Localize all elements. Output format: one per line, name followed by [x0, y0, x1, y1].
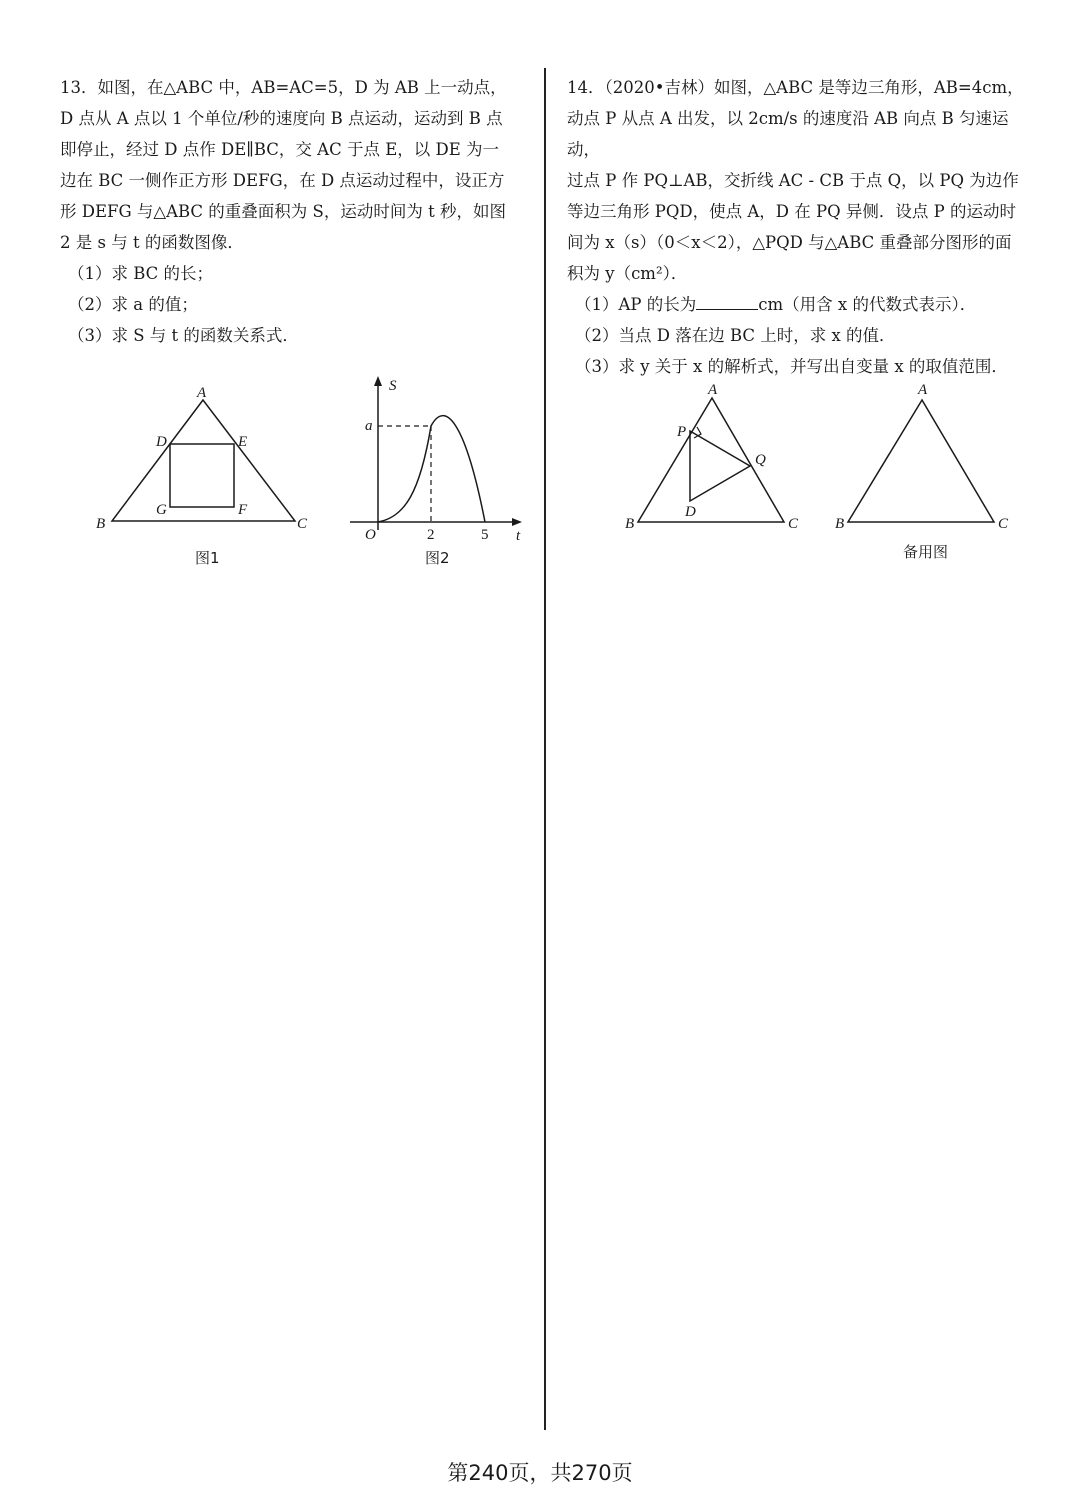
q13-line: D 点从 A 点以 1 个单位/秒的速度向 B 点运动，运动到 B 点: [60, 109, 503, 128]
label-P: P: [677, 424, 687, 440]
label-A: A: [197, 385, 207, 401]
q13-line: 13．如图，在△ABC 中，AB=AC=5，D 为 AB 上一动点，: [60, 78, 507, 97]
q13-line: 即停止，经过 D 点作 DE∥BC，交 AC 于点 E，以 DE 为一: [60, 140, 499, 159]
axis-label-S: S: [389, 378, 397, 394]
label-Q: Q: [755, 452, 766, 468]
q13-part-1: （1）求 BC 的长；: [68, 264, 214, 283]
q13-line: 形 DEFG 与△ABC 的重叠面积为 S，运动时间为 t 秒，如图: [60, 202, 506, 221]
q13-line: 2 是 s 与 t 的函数图像．: [60, 233, 244, 252]
q14-figure-main: [620, 378, 810, 538]
function-curve: [378, 416, 485, 522]
q13-line: 边在 BC 一侧作正方形 DEFG，在 D 点运动过程中，设正方: [60, 171, 505, 190]
triangle-pqd: [690, 431, 750, 501]
q14-figure-spare-caption: 备用图: [903, 543, 949, 561]
q14-part-1-suffix: cm（用含 x 的代数式表示）．: [758, 295, 977, 314]
y-axis-arrow: [374, 376, 382, 386]
q14-line: 等边三角形 PQD，使点 A，D 在 PQ 异侧．设点 P 的运动时: [567, 202, 1016, 221]
label-C: C: [297, 516, 308, 532]
label-B: B: [835, 516, 845, 532]
q13-figure-1-caption: 图1: [195, 549, 220, 567]
label-A: A: [918, 382, 928, 398]
q13-part-2: （2）求 a 的值；: [68, 295, 198, 314]
label-C: C: [998, 516, 1009, 532]
question-14: [567, 72, 1037, 382]
triangle-abc: [112, 400, 295, 521]
label-C: C: [788, 516, 799, 532]
triangle-abc: [848, 400, 994, 522]
q14-line: 间为 x（s）（0＜x＜2），△PQD 与△ABC 重叠部分图形的面: [567, 233, 1012, 252]
q14-part-3: （3）求 y 关于 x 的解析式，并写出自变量 x 的取值范围．: [575, 357, 1008, 376]
q14-part-2: （2）当点 D 落在边 BC 上时，求 x 的值．: [575, 326, 896, 345]
q14-line: 过点 P 作 PQ⊥AB，交折线 AC - CB 于点 Q，以 PQ 为边作: [567, 171, 1019, 190]
tick-a: a: [365, 418, 373, 434]
label-E: E: [238, 434, 248, 450]
q14-part-1-prefix: （1）AP 的长为: [575, 295, 697, 314]
q13-figure-2-caption: 图2: [425, 549, 450, 567]
origin-label: O: [365, 527, 376, 543]
tick-5: 5: [481, 527, 489, 543]
q13-figure-1: [90, 380, 320, 540]
axis-label-t: t: [516, 528, 521, 544]
label-G: G: [156, 502, 167, 518]
label-D: D: [685, 504, 696, 520]
x-axis-arrow: [512, 518, 522, 526]
q14-part-1: [575, 289, 1037, 320]
label-A: A: [708, 382, 718, 398]
q13-figure-2: [345, 372, 535, 547]
page-number: 第240页，共270页: [447, 1461, 633, 1485]
q14-figure-spare: [830, 378, 1020, 538]
q14-line: 动点 P 从点 A 出发，以 2cm/s 的速度沿 AB 向点 B 匀速运动，: [567, 109, 1009, 159]
column-divider: [544, 68, 546, 1430]
q14-line: 14．（2020•吉林）如图，△ABC 是等边三角形，AB=4cm，: [567, 78, 1024, 97]
label-B: B: [96, 516, 106, 532]
label-D: D: [156, 434, 167, 450]
square-defg: [170, 444, 234, 507]
question-13: [60, 72, 528, 351]
label-B: B: [625, 516, 635, 532]
label-F: F: [238, 502, 248, 518]
q13-part-3: （3）求 S 与 t 的函数关系式．: [68, 326, 299, 345]
q14-line: 积为 y（cm²）．: [567, 264, 688, 283]
tick-2: 2: [427, 527, 435, 543]
answer-blank: [696, 293, 758, 310]
